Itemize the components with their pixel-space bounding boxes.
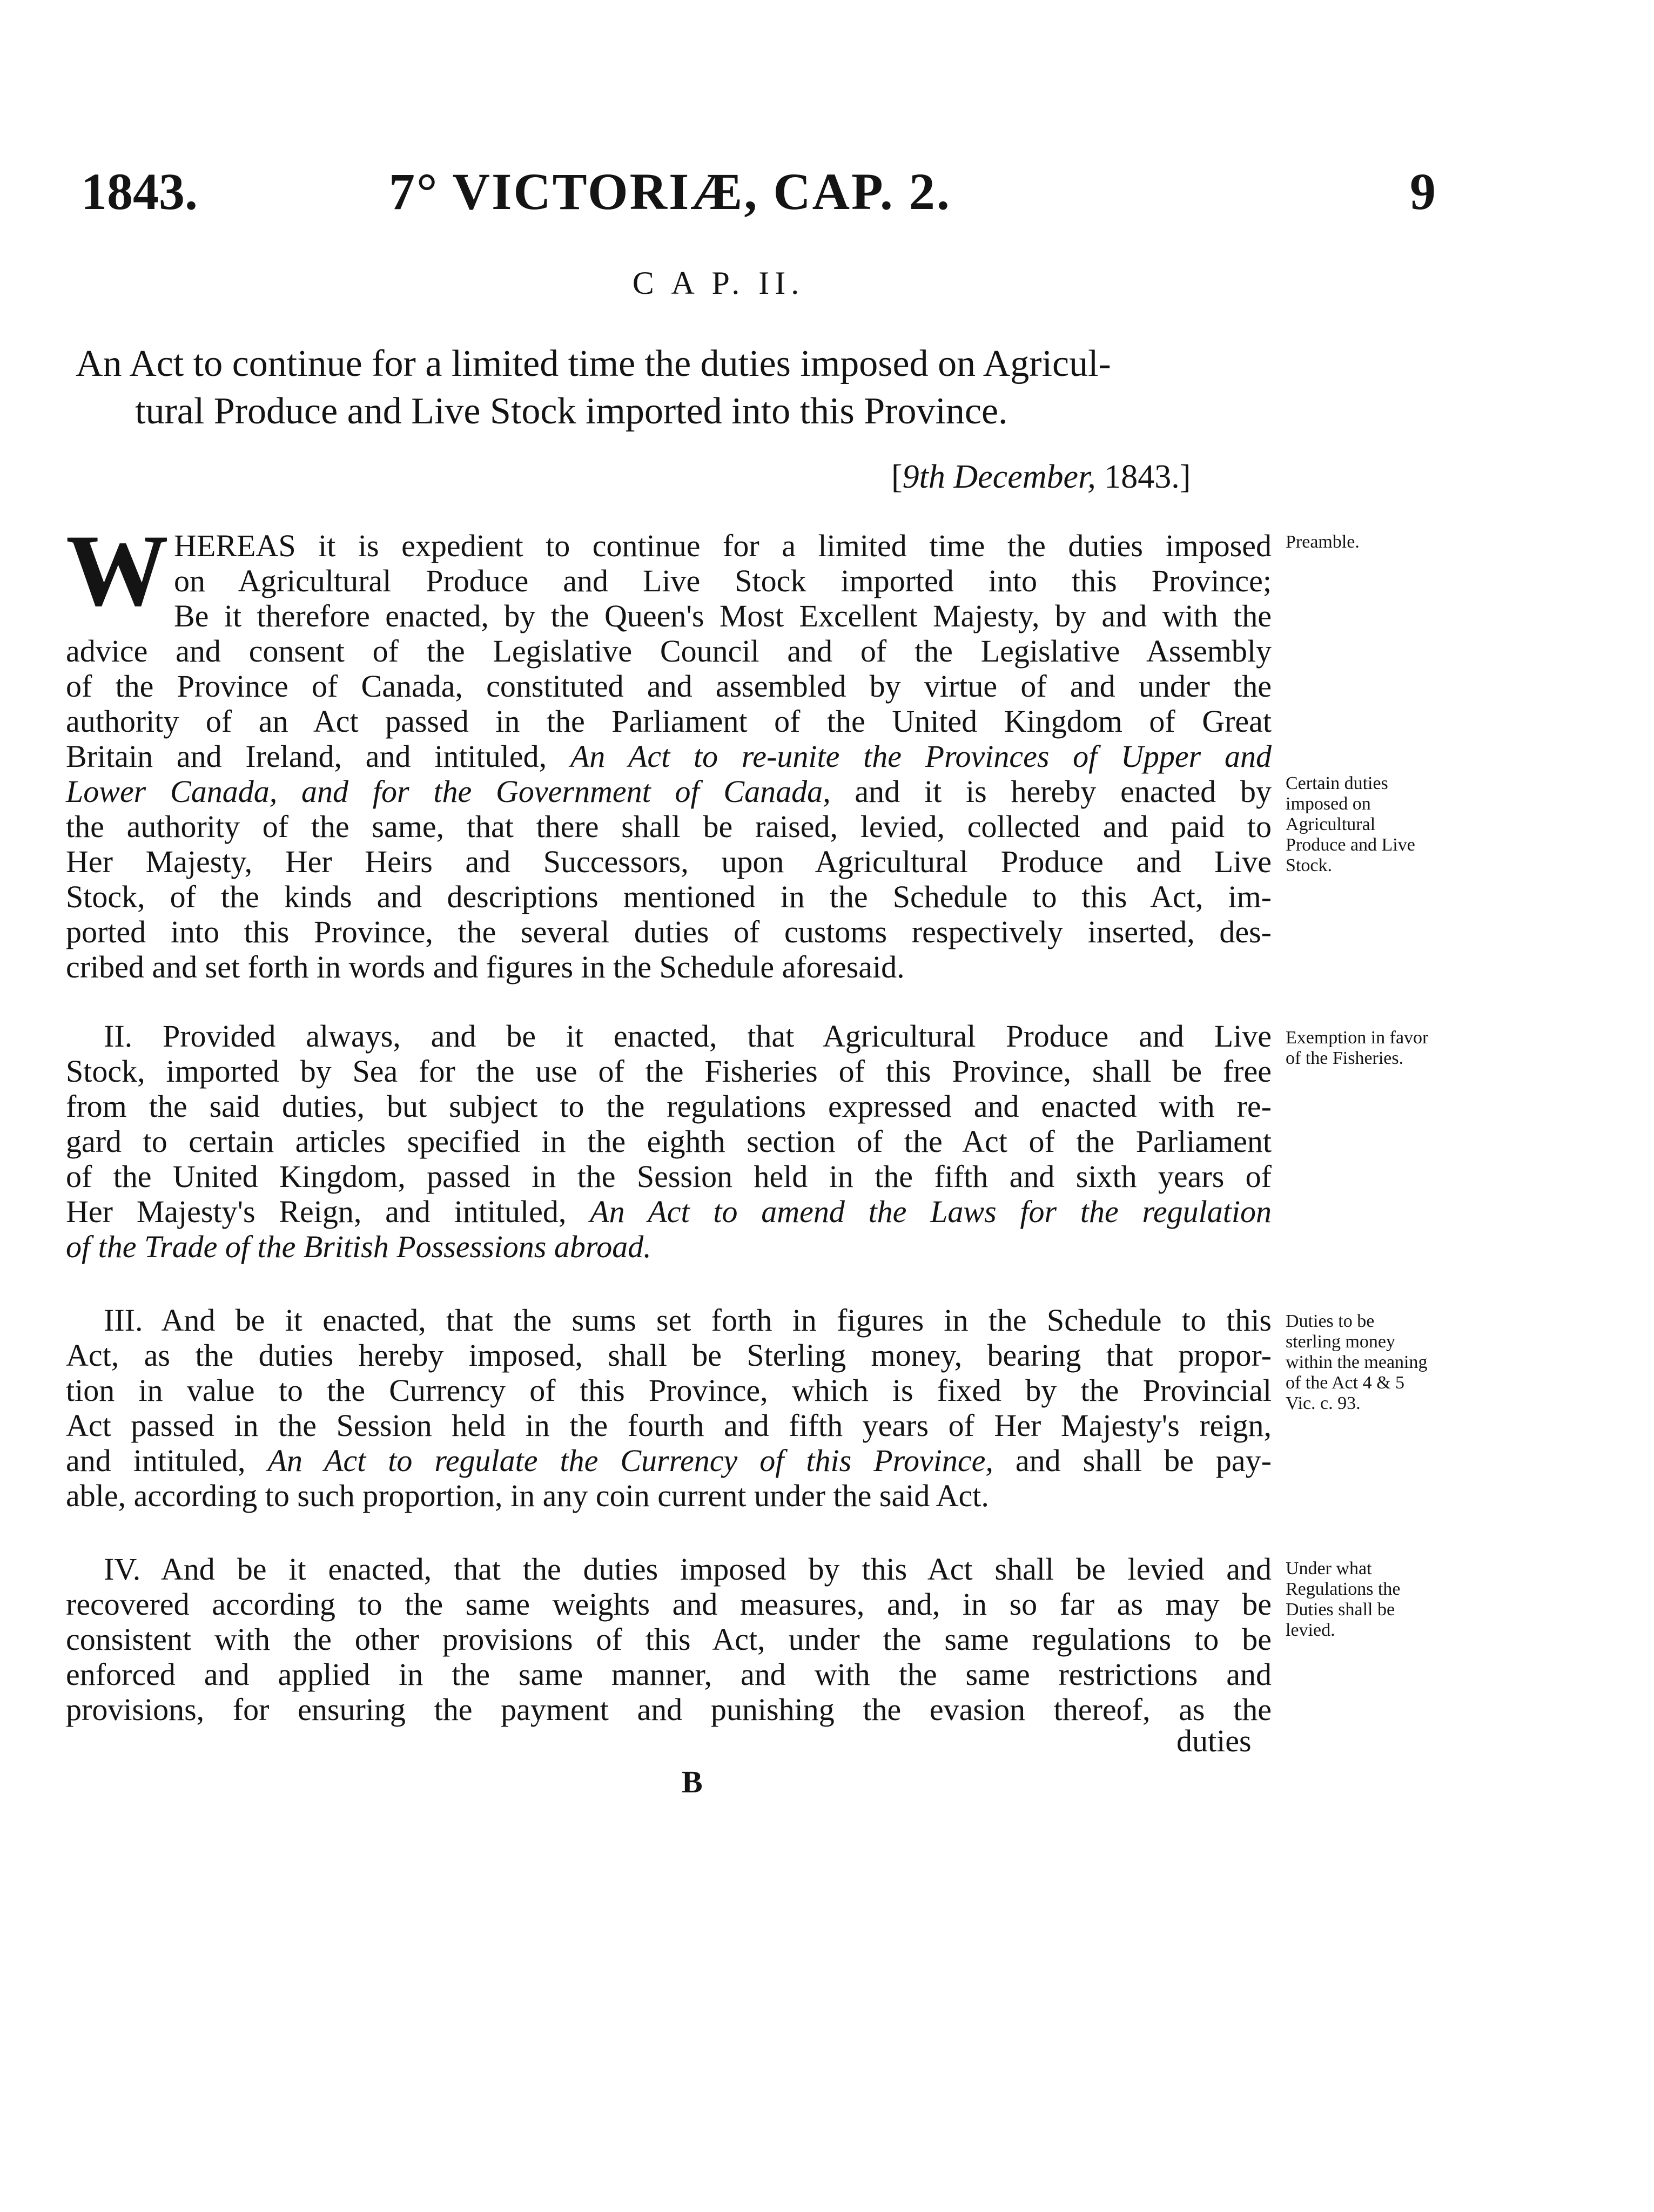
text-line	[66, 774, 1272, 809]
text-run: and intituled,	[66, 1443, 268, 1478]
text-line: Stock, of the kinds and descriptions mentioned in the Schedule to this Act, im-	[66, 879, 1272, 914]
header-title: 7° VICTORIÆ, CAP. 2.	[389, 163, 951, 220]
text-line: of the Province of Canada, constituted and assembled by virtue of and under the	[66, 669, 1272, 704]
text-run: II. Provided always, and be it enacted, that Agricultural Produce and Live	[104, 1019, 1272, 1054]
text-line	[66, 1443, 1272, 1478]
text-line: provisions, for ensuring the payment and punishing the evasion thereof, as the	[66, 1692, 1272, 1727]
chapter-heading: C A P. II.	[632, 265, 805, 301]
text-line: Act, as the duties hereby imposed, shall be Sterling money, bearing that propor-	[66, 1338, 1272, 1373]
text-line: able, according to such proportion, in any coin current under the said Act.	[66, 1478, 989, 1513]
text-run: Britain and Ireland, and intituled,	[66, 739, 570, 774]
date-bracket: [	[891, 458, 903, 495]
text-line: tion in value to the Currency of this Province, which is fixed by the Provincial	[66, 1373, 1272, 1408]
text-line: Her Majesty, Her Heirs and Successors, upon Agricultural Produce and Live	[66, 844, 1272, 879]
text-line: cribed and set forth in words and figures in the Schedule aforesaid.	[66, 949, 905, 984]
margin-note-preamble: Preamble.	[1286, 532, 1360, 552]
margin-note-regulations: Under what Regulations the Duties shall be levied.	[1286, 1559, 1401, 1640]
text-line: Be it therefore enacted, by the Queen's Most Excellent Majesty, by and with the	[174, 598, 1272, 633]
text-line	[66, 1019, 1272, 1054]
date-year: 1843.]	[1095, 458, 1191, 495]
section-3	[66, 1303, 1272, 1513]
signature-mark: B	[682, 1764, 703, 1799]
date-day-month: 9th December,	[902, 458, 1096, 495]
text-line: authority of an Act passed in the Parliament of the United Kingdom of Great	[66, 704, 1272, 739]
text-line: from the said duties, but subject to the regulations expressed and enacted with re-	[66, 1089, 1272, 1124]
text-run: Her Majesty's Reign, and intituled,	[66, 1194, 590, 1229]
page-number: 9	[1410, 163, 1436, 220]
section-preamble	[66, 514, 1272, 984]
text-line: recovered according to the same weights and measures, and, in so far as may be	[66, 1587, 1272, 1622]
text-line: the authority of the same, that there shall be raised, levied, collected and paid to	[66, 809, 1272, 844]
margin-note-exemption: Exemption in favor of the Fisheries.	[1286, 1028, 1429, 1068]
margin-note-duties-imposed: Certain duties imposed on Agricultural Produce and Live Stock.	[1286, 773, 1415, 875]
text-line: consistent with the other provisions of this Act, under the same regulations to be	[66, 1622, 1272, 1657]
act-citation: An Act to amend the Laws for the regulation	[590, 1194, 1272, 1229]
text-line: of the Trade of the British Possessions abroad.	[66, 1229, 651, 1264]
text-line: Act passed in the Session held in the fourth and fifth years of Her Majesty's reign,	[66, 1408, 1272, 1443]
text-line	[66, 1303, 1272, 1338]
text-line: of the United Kingdom, passed in the Session held in the fifth and sixth years of	[66, 1159, 1272, 1194]
act-title-line: An Act to continue for a limited time the duties imposed on Agricul-	[76, 343, 1111, 385]
text-run: and it is hereby enacted by	[830, 774, 1272, 809]
act-title-line: tural Produce and Live Stock imported into this Province.	[135, 390, 1008, 432]
act-citation: Lower Canada, and for the Government of Canada,	[66, 774, 831, 809]
text-line: enforced and applied in the same manner, and with the same restrictions and	[66, 1657, 1272, 1692]
text-line	[66, 1552, 1272, 1587]
text-line: gard to certain articles specified in the eighth section of the Act of the Parliament	[66, 1124, 1272, 1159]
text-line	[66, 1194, 1272, 1229]
header-year: 1843.	[81, 163, 198, 220]
act-citation: An Act to re-unite the Provinces of Upper and	[570, 739, 1272, 774]
margin-note-sterling: Duties to be sterling money within the meaning of the Act 4 & 5 Vic. c. 93.	[1286, 1311, 1428, 1413]
assent-date	[891, 458, 1191, 496]
section-4	[66, 1552, 1272, 1727]
running-header	[0, 157, 1654, 227]
text-line: Stock, imported by Sea for the use of the Fisheries of this Province, shall be free	[66, 1054, 1272, 1089]
act-title	[76, 340, 1264, 435]
text-run: III. And be it enacted, that the sums set forth in figures in the Schedule to this	[104, 1303, 1272, 1338]
drop-cap: W	[66, 514, 169, 628]
text-line: ported into this Province, the several duties of customs respectively inserted, des-	[66, 914, 1272, 949]
text-run: and shall be pay-	[993, 1443, 1272, 1478]
act-citation: An Act to regulate the Currency of this Province,	[267, 1443, 993, 1478]
text-line: on Agricultural Produce and Live Stock imported into this Province;	[174, 563, 1272, 598]
text-run: IV. And be it enacted, that the duties imposed by this Act shall be levied and	[104, 1552, 1272, 1587]
text-line	[66, 739, 1272, 774]
section-2	[66, 1019, 1272, 1264]
text-line: advice and consent of the Legislative Council and of the Legislative Assembly	[66, 633, 1272, 669]
catchword: duties	[1176, 1723, 1252, 1758]
text-line: HEREAS it is expedient to continue for a limited time the duties imposed	[174, 528, 1272, 563]
